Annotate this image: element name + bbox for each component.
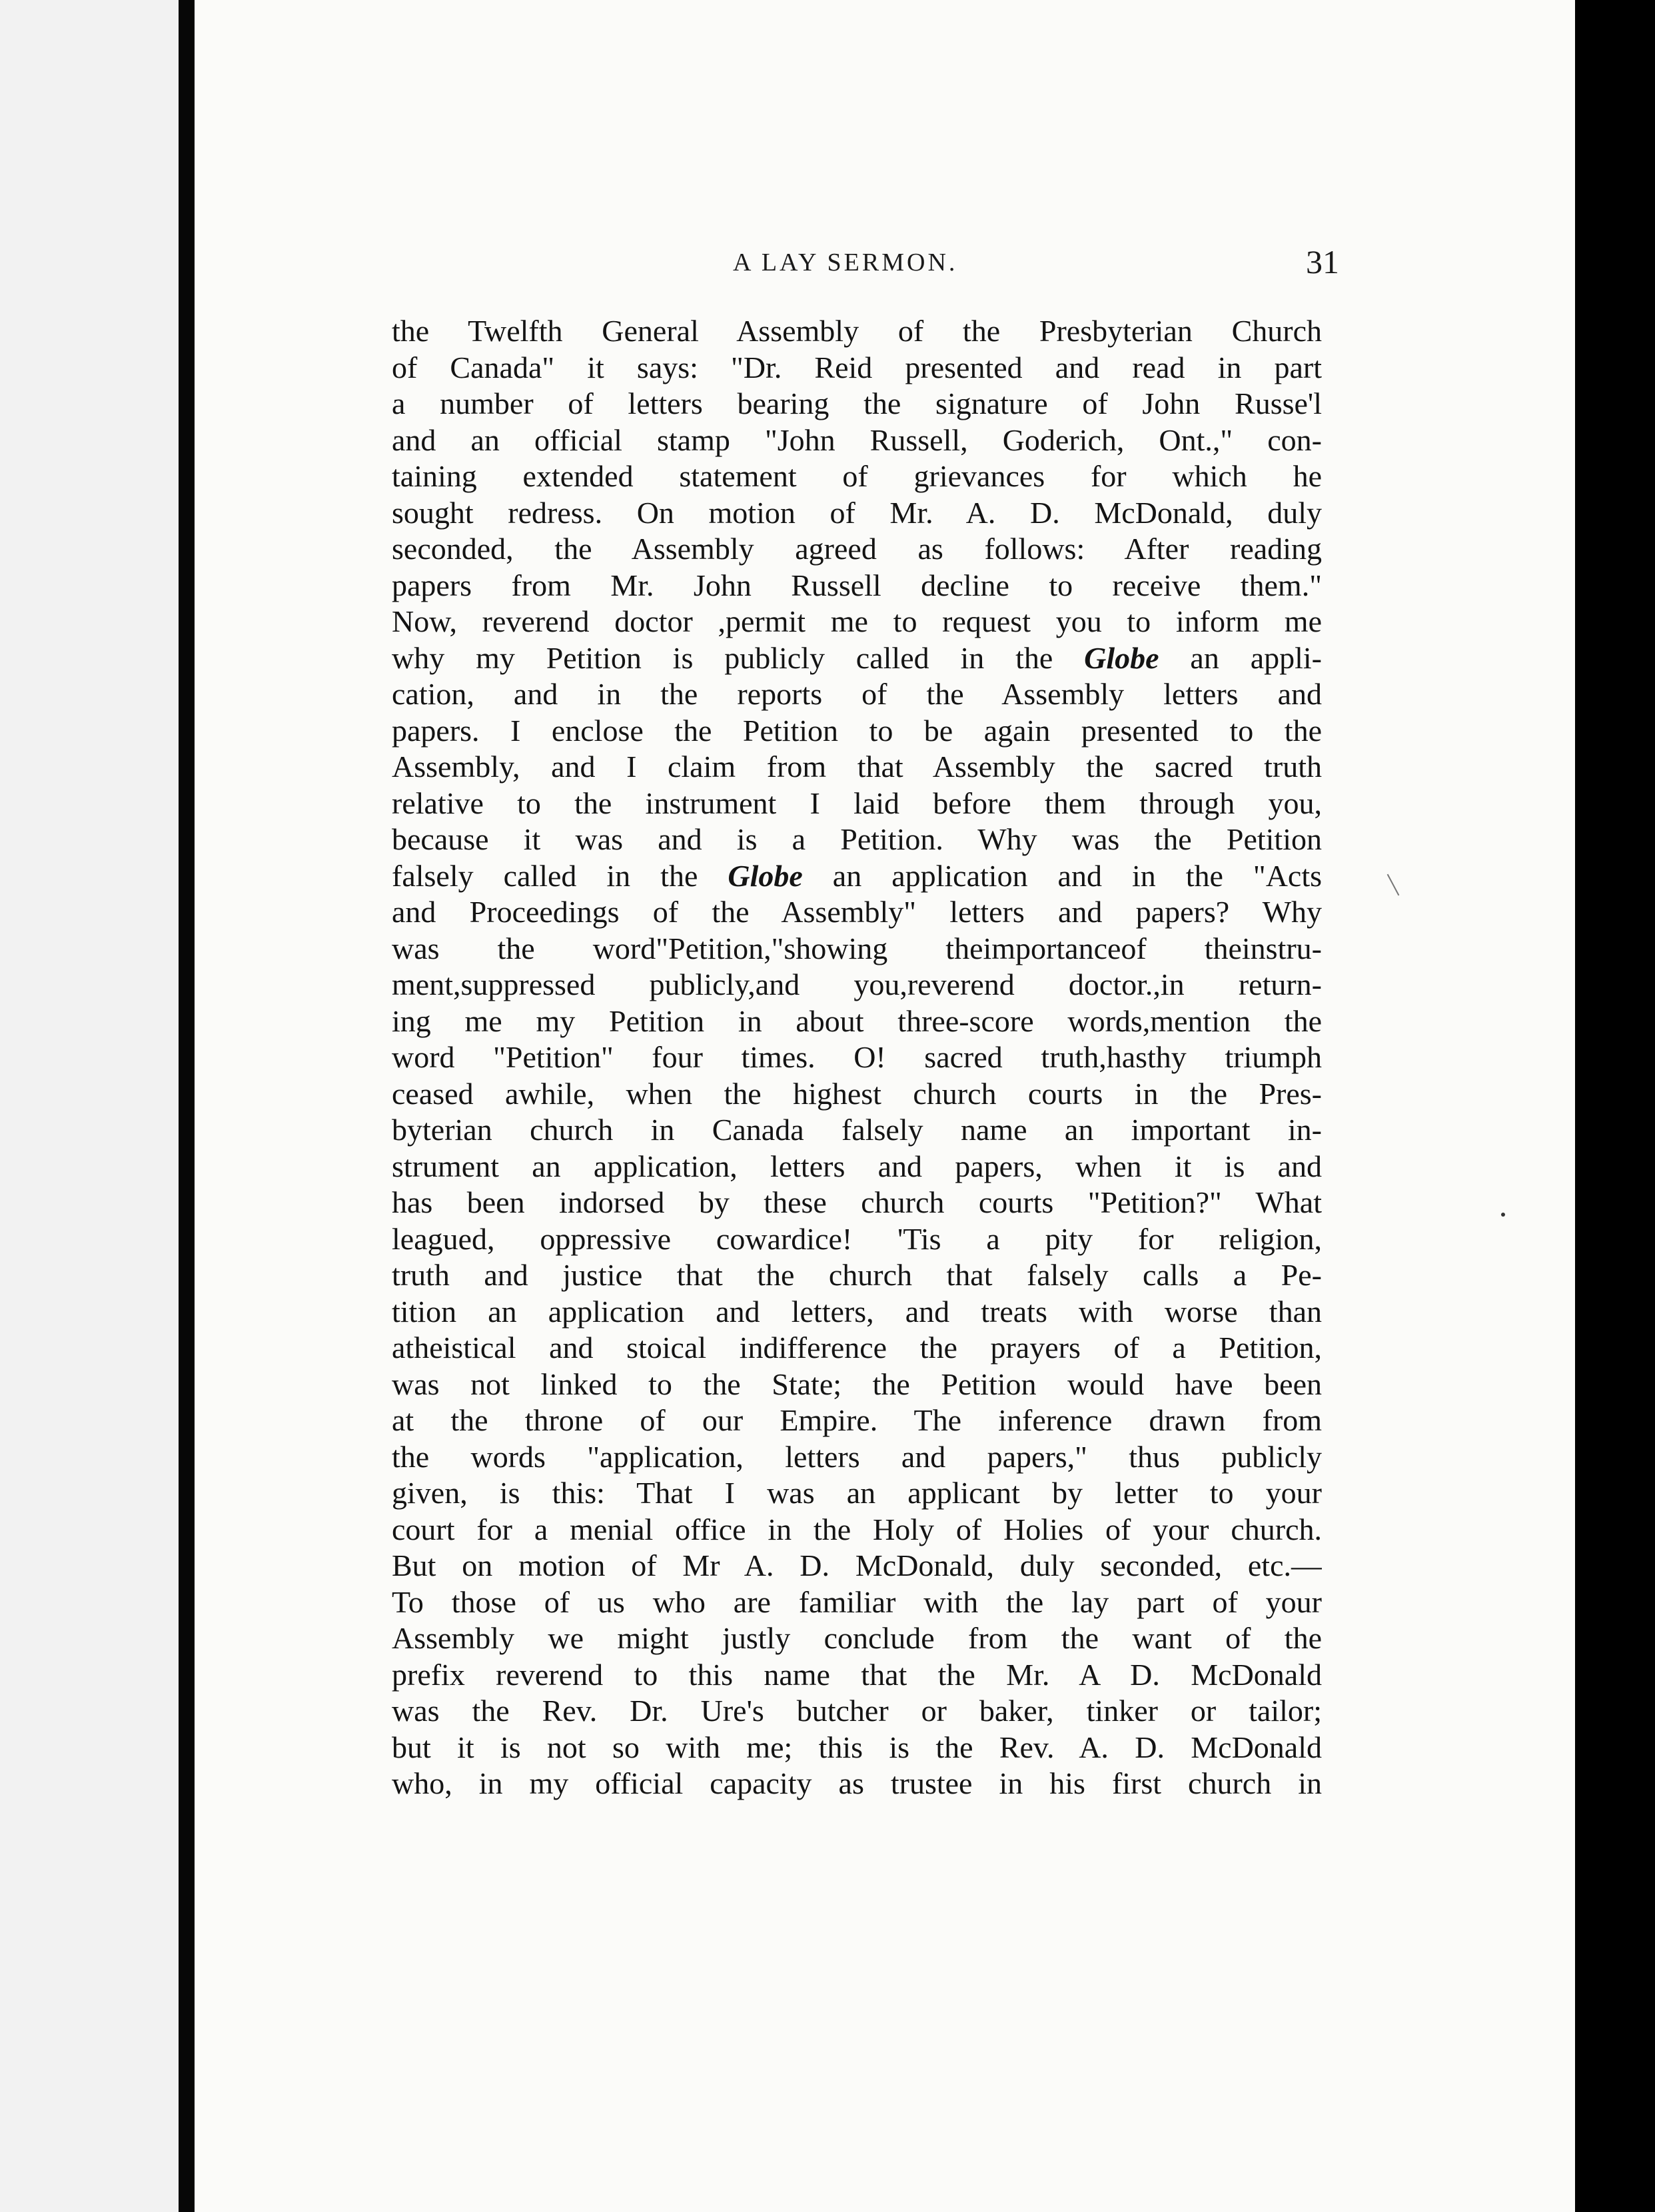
text-line: papers. I enclose the Petition to be again presented to the: [392, 713, 1322, 748]
italic-title: Globe: [728, 858, 803, 893]
text-line: byterian church in Canada falsely name an important in-: [392, 1113, 1322, 1147]
text-line: To those of us who are familiar with the lay part of your: [392, 1584, 1322, 1619]
text-line: who, in my official capacity as trustee in his first church in: [392, 1766, 1322, 1800]
text-line: prefix reverend to this name that the Mr. A D. McDonald: [392, 1657, 1322, 1692]
text-line: seconded, the Assembly agreed as follows: After reading: [392, 532, 1322, 566]
text-line: court for a menial office in the Holy of Holies of your church.: [392, 1512, 1322, 1546]
text-line: of Canada" it says: "Dr. Reid presented and read in part: [392, 350, 1322, 384]
text-line: leagued, oppressive cowardice! 'Tis a pity for religion,: [392, 1221, 1322, 1256]
text-line: but it is not so with me; this is the Rev. A. D. McDonald: [392, 1730, 1322, 1764]
text-line: taining extended statement of grievances for which he: [392, 459, 1322, 493]
italic-title: Globe: [1084, 640, 1159, 675]
text-line: was the word"Petition,"showing theimportanceof theinstru-: [392, 931, 1322, 965]
text-line: and an official stamp "John Russell, Goderich, Ont.," con-: [392, 422, 1322, 457]
text-line: strument an application, letters and papers, when it is and: [392, 1149, 1322, 1183]
page-number: 31: [1306, 243, 1339, 280]
text-segment: falsely called in the: [392, 858, 728, 893]
text-line: ment,suppressed publicly,and you,reverend doctor.,in return-: [392, 967, 1322, 1001]
text-line: at the throne of our Empire. The inference drawn from: [392, 1403, 1322, 1437]
text-line: was not linked to the State; the Petition would have been: [392, 1367, 1322, 1401]
text-segment: why my Petition is publicly called in the: [392, 640, 1085, 675]
text-line: given, is this: That I was an applicant by letter to your: [392, 1476, 1322, 1510]
text-line: relative to the instrument I laid before them through you,: [392, 786, 1322, 820]
text-line-with-italic: [392, 858, 1322, 895]
text-line: word "Petition" four times. O! sacred truth,hasthy triumph: [392, 1040, 1322, 1074]
text-line: But on motion of Mr A. D. McDonald, duly seconded, etc.—: [392, 1548, 1322, 1582]
text-line: Now, reverend doctor ,permit me to request you to inform me: [392, 604, 1322, 638]
text-line: sought redress. On motion of Mr. A. D. McDonald, duly: [392, 495, 1322, 530]
text-line: and Proceedings of the Assembly" letters and papers? Why: [392, 895, 1322, 929]
text-line: tition an application and letters, and treats with worse than: [392, 1294, 1322, 1329]
text-segment: an appli-: [1159, 640, 1322, 675]
text-line: was the Rev. Dr. Ure's butcher or baker, tinker or tailor;: [392, 1694, 1322, 1728]
text-line: papers from Mr. John Russell decline to receive them.": [392, 568, 1322, 602]
text-line: a number of letters bearing the signature of John Russe'l: [392, 386, 1322, 420]
text-line: the Twelfth General Assembly of the Presbyterian Church: [392, 314, 1322, 348]
text-segment: an application and in the "Acts: [802, 858, 1322, 893]
text-line: Assembly we might justly conclude from the want of the: [392, 1621, 1322, 1655]
text-line: ceased awhile, when the highest church courts in the Pres-: [392, 1076, 1322, 1111]
text-line: ing me my Petition in about three-score words,mention the: [392, 1003, 1322, 1038]
text-line: cation, and in the reports of the Assembly letters and: [392, 677, 1322, 711]
text-line: Assembly, and I claim from that Assembly the sacred truth: [392, 750, 1322, 784]
text-line: has been indorsed by these church courts "Petition?" What: [392, 1185, 1322, 1219]
facing-page: [0, 0, 179, 2212]
ink-speck: [1501, 1213, 1505, 1217]
text-line: atheistical and stoical indifference the prayers of a Petition,: [392, 1331, 1322, 1365]
text-line: truth and justice that the church that falsely calls a Pe-: [392, 1258, 1322, 1292]
scan-border: [1575, 0, 1655, 2212]
text-line: because it was and is a Petition. Why was the Petition: [392, 822, 1322, 856]
text-line-with-italic: [392, 640, 1322, 677]
running-title: A LAY SERMON.: [733, 249, 958, 276]
text-line: the words "application, letters and papers," thus publicly: [392, 1439, 1322, 1474]
body-text: [392, 313, 1322, 1802]
book-gutter: [179, 0, 195, 2212]
